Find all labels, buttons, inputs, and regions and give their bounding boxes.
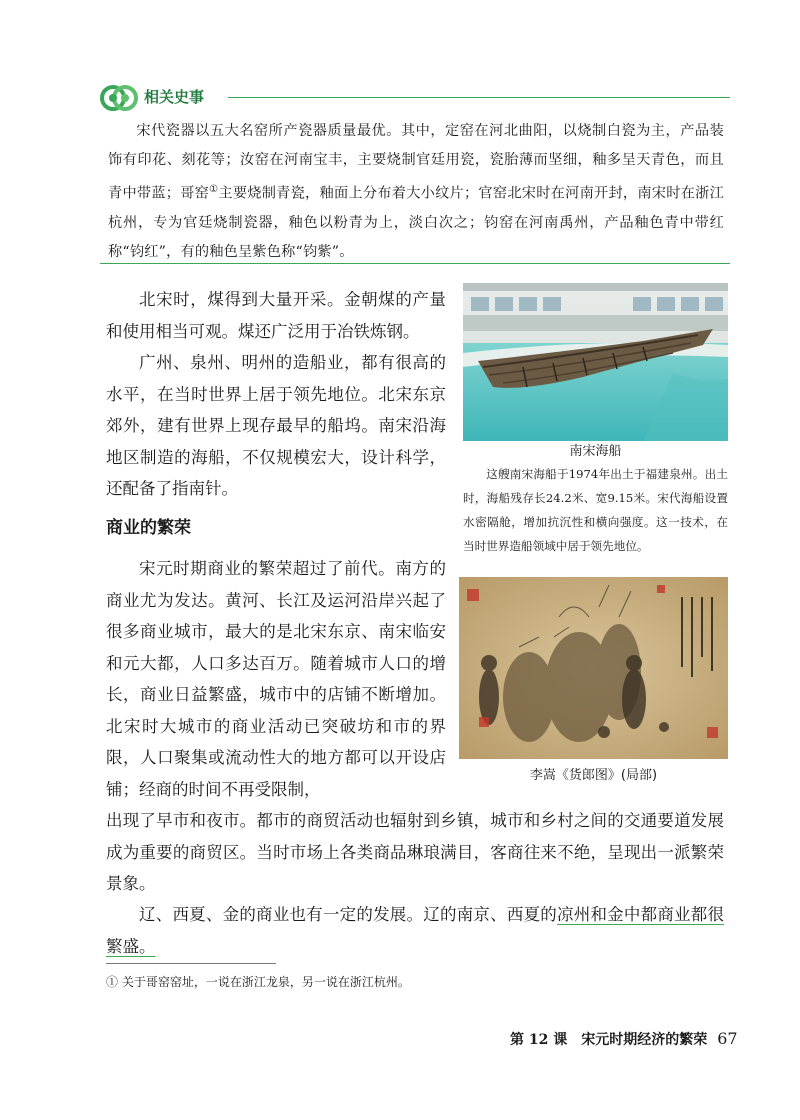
sidebar-text-part2: 主要烧制青瓷，釉面上分布着大小纹片；官窑北宋时在河南开封，南宋时在浙江杭州，专为官廷烧制瓷器，釉色以粉青为上，淡白次之；钧窑在河南禹州，产品釉色青中带红称“钧红”，有的釉色呈紫色称“钧紫”。 [108, 185, 724, 260]
paragraph-commerce: 宋元时期商业的繁荣超过了前代。南方的商业尤为发达。黄河、长江及运河沿岸兴起了很多商业城市，最大的是北宋东京、南宋临安和元大都，人口多达百万。随着城市人口的增长，商业日益繁盛，城市中的店铺不断增加。北宋时大城市的商业活动已突破坊和市的界限，人口聚集或流动性大的地方都可以开设店铺；经商的时间不再受限制， [106, 559, 446, 799]
painting-caption: 李嵩《货郎图》(局部) [529, 768, 658, 783]
page-footer [510, 1029, 738, 1050]
footnote-rule [106, 963, 276, 964]
sidebar-top-rule [228, 97, 730, 98]
sidebar-text [108, 117, 724, 267]
paragraph-liao-text: 辽、西夏、金的商业也有一定的发展。辽的南京、西夏的 [139, 905, 558, 924]
section-heading: 商业的繁荣 [106, 518, 191, 538]
footnote: ① 关于哥窑窑址，一说在浙江龙泉，另一说在浙江杭州。 [106, 975, 410, 989]
paragraph-commerce-continued: 出现了早市和夜市。都市的商贸活动也辐射到乡镇，城市和乡村之间的交通要道发展成为重要的商贸区。当时市场上各类商品琳琅满目，客商往来不绝，呈现出一派繁荣景象。 [106, 811, 724, 893]
ship-description: 这艘南宋海船于1974年出土于福建泉州。出土时，海船残存长24.2米、宽9.15米。宋代海船设置水密隔舱，增加抗沉性和横向强度。这一技术，在当时世界造船领域中居于领先地位。 [463, 467, 728, 553]
sidebar-bottom-rule [100, 263, 730, 264]
paragraph-shipbuilding: 广州、泉州、明州的造船业，都有很高的水平，在当时世界上居于领先地位。北宋东京郊外，建有世界上现存最早的船坞。南宋沿海地区制造的海船，不仅规模宏大，设计科学，还配备了指南针。 [106, 353, 446, 498]
paragraph-coal: 北宋时，煤得到大量开采。金朝煤的产量和使用相当可观。煤还广泛用于冶铁炼钢。 [106, 290, 446, 341]
footnote-marker: ① [209, 184, 219, 195]
song-ship-photo [463, 283, 728, 441]
footer-lesson-title: 第 12 课 宋元时期经济的繁荣 [510, 1032, 708, 1048]
paragraph-underlined-text: 凉州和金中都商业都很繁盛。 [106, 905, 725, 956]
sidebar-title: 相关史事 [144, 88, 205, 106]
page-number: 67 [717, 1029, 738, 1048]
paragraph-liao-xixia-jin [106, 899, 724, 962]
sidebar-text-part1: 宋代瓷器以五大名窑所产瓷器质量最优。其中，定窑在河北曲阳，以烧制白瓷为主，产品装饰有印花、刻花等；汝窑在河南宝丰，主要烧制官廷用瓷，瓷胎薄而坚细，釉多呈天青色，而且青中带蓝；哥窑 [108, 123, 724, 202]
peddler-painting [459, 577, 728, 759]
ship-caption: 南宋海船 [569, 444, 622, 459]
history-facts-icon [100, 83, 138, 113]
